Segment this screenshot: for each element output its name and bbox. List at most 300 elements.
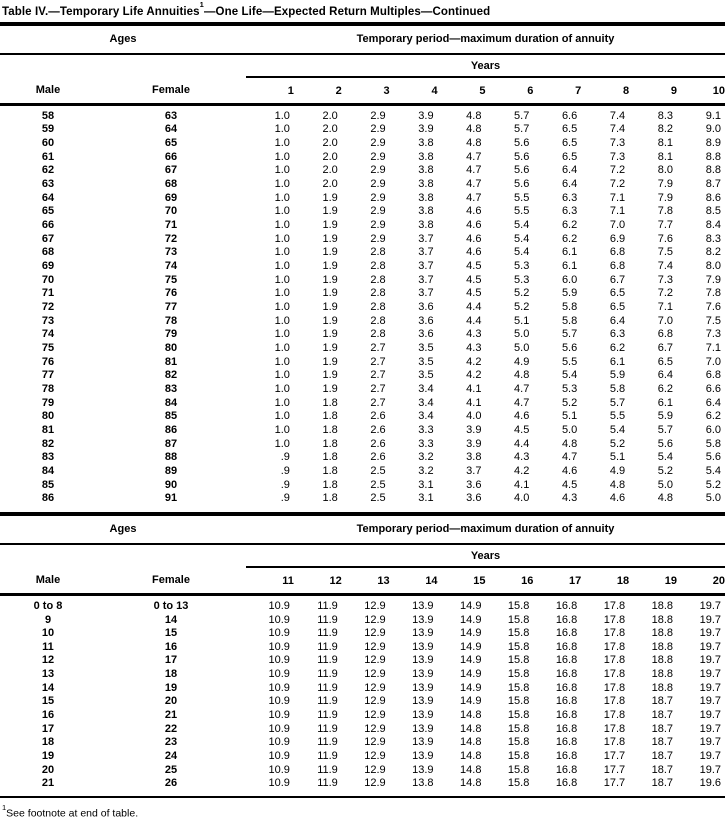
table-row: [0, 682, 725, 696]
male-age-cell: 59: [41, 123, 55, 136]
multiple-value-cell: 2.8: [370, 260, 386, 273]
multiple-value-cell: 13.9: [412, 736, 434, 749]
male-age-cell: 10: [41, 627, 55, 640]
multiple-value-cell: 18.7: [651, 777, 674, 790]
multiple-value-cell: 6.4: [705, 396, 721, 409]
multiple-value-cell: 1.8: [322, 423, 338, 436]
years-band-row: [0, 54, 725, 77]
multiple-value-cell: 11.9: [317, 654, 338, 667]
multiple-value-cell: 12.9: [364, 668, 386, 681]
male-age-cell: 68: [41, 246, 55, 259]
male-age-cell: 84: [41, 464, 55, 477]
multiple-value-cell: 13.9: [412, 654, 434, 667]
multiple-value-cell: 11.9: [317, 709, 338, 722]
male-age-cell: 83: [41, 451, 55, 464]
multiple-value-cell: 3.8: [466, 451, 482, 464]
multiple-value-cell: 2.6: [370, 423, 386, 436]
table-row: [0, 451, 725, 465]
multiple-value-cell: 5.2: [609, 437, 626, 450]
multiple-value-cell: 11.9: [317, 763, 338, 776]
multiple-value-cell: 4.8: [514, 369, 530, 382]
multiple-value-cell: 4.7: [466, 178, 482, 191]
multiple-value-cell: 2.9: [370, 150, 386, 163]
multiple-value-cell: 11.9: [317, 599, 338, 612]
multiple-value-cell: 19.7: [699, 681, 721, 694]
blank-header-cell: [0, 54, 246, 77]
multiple-value-cell: 13.9: [412, 763, 434, 776]
multiple-value-cell: 17.8: [603, 668, 626, 681]
multiple-value-cell: 2.7: [370, 341, 386, 354]
multiple-value-cell: 6.2: [657, 382, 674, 395]
table-row: [0, 274, 725, 288]
multiple-value-cell: 3.4: [418, 382, 434, 395]
multiple-value-cell: 1.9: [322, 232, 338, 245]
male-age-cell: 9: [44, 613, 52, 626]
multiple-value-cell: 1.9: [322, 355, 338, 368]
multiple-value-cell: 1.9: [322, 382, 338, 395]
multiple-value-cell: 7.9: [657, 191, 674, 204]
multiple-value-cell: 10.9: [268, 599, 290, 612]
male-age-cell: 72: [41, 301, 55, 314]
year-column-header: 19: [629, 567, 677, 595]
female-age-cell: 81: [164, 355, 178, 368]
multiple-value-cell: 2.8: [370, 287, 386, 300]
multiple-value-cell: 12.9: [364, 640, 386, 653]
female-age-cell: 0 to 13: [153, 599, 189, 612]
table-row: [0, 219, 725, 233]
male-age-cell: 78: [41, 382, 55, 395]
multiple-value-cell: 13.9: [412, 722, 434, 735]
multiple-value-cell: 11.9: [317, 681, 338, 694]
multiple-value-cell: 10.9: [268, 640, 290, 653]
multiple-value-cell: 1.0: [274, 123, 290, 136]
multiple-value-cell: 10.9: [268, 777, 290, 790]
multiple-value-cell: 5.0: [514, 328, 530, 341]
multiple-value-cell: 4.6: [514, 410, 530, 423]
multiple-value-cell: 18.7: [651, 763, 674, 776]
female-age-cell: 79: [164, 328, 178, 341]
table-row: [0, 123, 725, 137]
multiple-value-cell: 5.0: [561, 423, 578, 436]
male-age-cell: 11: [42, 640, 54, 653]
multiple-value-cell: 3.8: [418, 219, 434, 232]
female-age-cell: 90: [164, 478, 178, 491]
multiple-value-cell: 5.5: [514, 205, 530, 218]
multiple-value-cell: 12.9: [364, 777, 386, 790]
multiple-value-cell: 5.8: [561, 301, 578, 314]
temporary-period-header: Temporary period—maximum duration of annuity: [246, 516, 725, 544]
blank-header-cell: [0, 544, 246, 567]
female-age-cell: 73: [164, 246, 178, 259]
multiple-value-cell: 4.7: [466, 164, 482, 177]
multiple-value-cell: 18.8: [651, 668, 674, 681]
multiple-value-cell: 13.8: [412, 777, 434, 790]
multiple-value-cell: 7.3: [705, 328, 721, 341]
multiple-value-cell: 15.8: [507, 627, 530, 640]
female-age-cell: 91: [164, 492, 178, 505]
multiple-value-cell: 1.8: [322, 492, 338, 505]
multiple-value-cell: 10.9: [268, 627, 290, 640]
multiple-value-cell: 19.7: [699, 599, 721, 612]
multiple-value-cell: 5.8: [705, 437, 721, 450]
female-age-cell: 70: [164, 205, 178, 218]
multiple-value-cell: 1.0: [274, 382, 290, 395]
male-age-cell: 58: [41, 109, 55, 122]
multiple-value-cell: 5.5: [514, 191, 530, 204]
female-age-cell: 26: [164, 777, 178, 790]
multiple-value-cell: 14.9: [460, 599, 482, 612]
multiple-value-cell: 1.0: [274, 219, 290, 232]
multiple-value-cell: 10.9: [268, 709, 290, 722]
multiple-value-cell: 2.8: [370, 301, 386, 314]
multiple-value-cell: 6.3: [609, 328, 626, 341]
male-age-cell: 65: [41, 205, 55, 218]
table-row: [0, 695, 725, 709]
multiple-value-cell: 16.8: [555, 640, 578, 653]
multiple-value-cell: 3.7: [418, 287, 434, 300]
multiple-value-cell: 18.7: [651, 736, 674, 749]
female-age-cell: 64: [164, 123, 178, 136]
multiple-value-cell: 2.9: [370, 137, 386, 150]
table-row: [0, 764, 725, 778]
multiple-value-cell: 2.5: [370, 464, 386, 477]
multiple-value-cell: 2.8: [370, 328, 386, 341]
multiple-value-cell: 7.9: [705, 273, 721, 286]
multiple-value-cell: 2.9: [370, 164, 386, 177]
multiple-value-cell: 7.8: [705, 287, 721, 300]
female-age-cell: 15: [164, 627, 178, 640]
male-age-cell: 19: [41, 750, 55, 763]
multiple-value-cell: 14.8: [460, 736, 482, 749]
multiple-value-cell: 6.0: [561, 273, 578, 286]
female-age-cell: 68: [164, 178, 178, 191]
table-title: [0, 0, 725, 22]
multiple-value-cell: 4.2: [466, 369, 482, 382]
multiple-value-cell: 13.9: [412, 627, 434, 640]
year-column-header: 17: [533, 567, 581, 595]
male-age-cell: 69: [41, 260, 55, 273]
multiple-value-cell: 11.9: [317, 627, 338, 640]
multiple-value-cell: 5.4: [705, 464, 721, 477]
multiple-value-cell: 1.0: [274, 301, 290, 314]
multiple-value-cell: 8.5: [705, 205, 721, 218]
multiple-value-cell: 3.9: [466, 437, 482, 450]
multiple-value-cell: 4.5: [466, 273, 482, 286]
multiple-value-cell: 13.9: [412, 695, 434, 708]
multiple-value-cell: 8.3: [705, 232, 721, 245]
multiple-value-cell: 5.0: [657, 478, 674, 491]
multiple-value-cell: 8.4: [705, 219, 721, 232]
multiple-value-cell: 5.4: [561, 369, 578, 382]
multiple-value-cell: 1.0: [274, 191, 290, 204]
male-age-cell: 64: [41, 191, 55, 204]
multiple-value-cell: 17.8: [603, 654, 626, 667]
multiple-value-cell: 18.7: [651, 695, 674, 708]
multiple-value-cell: 1.9: [322, 205, 338, 218]
multiple-value-cell: 1.0: [274, 260, 290, 273]
multiple-value-cell: 7.7: [657, 219, 674, 232]
year-column-header: 18: [581, 567, 629, 595]
multiple-value-cell: 18.8: [651, 654, 674, 667]
year-column-header: 20: [677, 567, 725, 595]
multiple-value-cell: 2.0: [322, 164, 338, 177]
multiple-value-cell: 12.9: [364, 709, 386, 722]
multiple-value-cell: 5.4: [514, 246, 530, 259]
multiple-value-cell: 3.4: [418, 396, 434, 409]
multiple-value-cell: 3.8: [418, 150, 434, 163]
multiple-value-cell: 4.8: [466, 123, 482, 136]
male-column-header: Male: [0, 567, 96, 595]
male-age-cell: 79: [41, 396, 55, 409]
multiple-value-cell: 5.7: [514, 123, 530, 136]
table-row: [0, 369, 725, 383]
multiple-value-cell: 3.9: [418, 123, 434, 136]
male-age-cell: 13: [41, 668, 55, 681]
female-age-cell: 80: [164, 341, 178, 354]
male-age-cell: 76: [41, 355, 55, 368]
multiple-value-cell: 4.5: [561, 478, 578, 491]
multiple-value-cell: 15.8: [507, 750, 530, 763]
multiple-value-cell: 15.8: [507, 681, 530, 694]
multiple-value-cell: 8.7: [705, 178, 721, 191]
multiple-value-cell: 10.9: [268, 681, 290, 694]
multiple-value-cell: 7.8: [657, 205, 674, 218]
multiple-value-cell: 2.8: [370, 246, 386, 259]
multiple-value-cell: 2.0: [322, 178, 338, 191]
female-age-cell: 74: [164, 260, 178, 273]
table-row: [0, 750, 725, 764]
multiple-value-cell: 7.3: [609, 137, 626, 150]
table-body: [0, 594, 725, 791]
multiple-value-cell: 16.8: [555, 695, 578, 708]
multiple-value-cell: 7.2: [609, 178, 626, 191]
multiple-value-cell: 1.0: [274, 355, 290, 368]
multiple-value-cell: 4.8: [466, 109, 482, 122]
year-column-header: 7: [533, 77, 581, 105]
multiple-value-cell: 5.2: [514, 301, 530, 314]
multiple-value-cell: 6.1: [561, 260, 578, 273]
multiple-value-cell: 1.8: [322, 464, 338, 477]
multiple-value-cell: 4.1: [466, 396, 482, 409]
multiple-value-cell: 14.8: [460, 777, 482, 790]
multiple-value-cell: 11.9: [317, 640, 338, 653]
female-age-cell: 25: [164, 763, 178, 776]
multiple-value-cell: 10.9: [268, 695, 290, 708]
multiple-value-cell: 2.6: [370, 410, 386, 423]
multiple-value-cell: 3.5: [418, 369, 434, 382]
multiple-value-cell: 18.8: [651, 627, 674, 640]
multiple-value-cell: 17.7: [603, 777, 626, 790]
multiple-value-cell: 3.7: [418, 260, 434, 273]
table-row: [0, 260, 725, 274]
table-row: [0, 668, 725, 682]
multiple-value-cell: 4.2: [514, 464, 530, 477]
multiple-value-cell: 5.2: [514, 287, 530, 300]
multiple-value-cell: 7.2: [609, 164, 626, 177]
multiple-value-cell: 2.9: [370, 123, 386, 136]
multiple-value-cell: 4.8: [609, 478, 626, 491]
multiple-value-cell: 4.1: [466, 382, 482, 395]
multiple-value-cell: 16.8: [555, 668, 578, 681]
multiple-value-cell: 18.8: [651, 613, 674, 626]
multiple-value-cell: 19.6: [699, 777, 721, 790]
female-age-cell: 66: [164, 150, 178, 163]
multiple-value-cell: 1.0: [274, 205, 290, 218]
multiple-value-cell: 12.9: [364, 736, 386, 749]
multiple-value-cell: 4.4: [466, 314, 482, 327]
multiple-value-cell: 3.8: [418, 205, 434, 218]
multiple-value-cell: 1.0: [274, 273, 290, 286]
multiple-value-cell: 6.0: [705, 423, 721, 436]
multiple-value-cell: 4.7: [514, 396, 530, 409]
multiple-value-cell: 7.1: [609, 191, 626, 204]
multiple-value-cell: 2.5: [370, 478, 386, 491]
male-age-cell: 14: [41, 681, 55, 694]
multiple-value-cell: 18.7: [651, 750, 674, 763]
multiple-value-cell: 15.8: [507, 763, 530, 776]
male-age-cell: 61: [41, 150, 55, 163]
multiple-value-cell: 15.8: [507, 777, 530, 790]
multiple-value-cell: 15.8: [507, 599, 530, 612]
multiple-value-cell: 15.8: [507, 709, 530, 722]
multiple-value-cell: 16.8: [555, 654, 578, 667]
female-age-cell: 86: [164, 423, 178, 436]
multiple-value-cell: 17.7: [603, 750, 626, 763]
multiple-value-cell: 3.1: [418, 492, 434, 505]
multiple-value-cell: 11.9: [317, 613, 338, 626]
multiple-value-cell: 10.9: [268, 613, 290, 626]
table-row: [0, 654, 725, 668]
multiple-value-cell: 19.7: [699, 750, 721, 763]
multiple-value-cell: 7.5: [657, 246, 674, 259]
multiple-value-cell: 13.9: [412, 668, 434, 681]
multiple-value-cell: 1.8: [322, 437, 338, 450]
multiple-value-cell: 13.9: [412, 750, 434, 763]
multiple-value-cell: 11.9: [317, 736, 338, 749]
multiple-value-cell: 17.8: [603, 640, 626, 653]
female-age-cell: 87: [164, 437, 178, 450]
multiple-value-cell: 10.9: [268, 763, 290, 776]
multiple-value-cell: 5.6: [514, 178, 530, 191]
multiple-value-cell: 3.6: [466, 478, 482, 491]
multiple-value-cell: 8.1: [657, 150, 674, 163]
years-band-row: [0, 544, 725, 567]
multiple-value-cell: 6.3: [561, 191, 578, 204]
multiple-value-cell: 18.8: [651, 599, 674, 612]
multiple-value-cell: 2.9: [370, 109, 386, 122]
table-row: [0, 723, 725, 737]
multiple-value-cell: 3.6: [418, 301, 434, 314]
multiple-value-cell: 16.8: [555, 777, 578, 790]
table-row: [0, 709, 725, 723]
year-column-header: 1: [246, 77, 294, 105]
multiple-value-cell: 1.0: [274, 287, 290, 300]
year-column-header: 15: [438, 567, 486, 595]
multiple-value-cell: 4.2: [466, 355, 482, 368]
multiple-value-cell: 4.9: [609, 464, 626, 477]
multiple-value-cell: 5.1: [609, 451, 626, 464]
multiple-value-cell: 3.1: [418, 478, 434, 491]
table-row: [0, 641, 725, 655]
multiple-value-cell: 6.4: [657, 369, 674, 382]
multiple-value-cell: 3.8: [418, 164, 434, 177]
multiple-value-cell: 9.1: [705, 109, 721, 122]
year-column-header: 3: [342, 77, 390, 105]
multiple-value-cell: 19.7: [699, 695, 721, 708]
multiple-value-cell: 1.0: [274, 246, 290, 259]
multiple-value-cell: 13.9: [412, 709, 434, 722]
multiple-value-cell: 16.8: [555, 750, 578, 763]
multiple-value-cell: 2.7: [370, 369, 386, 382]
multiple-value-cell: 5.2: [705, 478, 721, 491]
male-age-cell: 73: [41, 314, 55, 327]
multiple-value-cell: 8.2: [705, 246, 721, 259]
table-row: [0, 246, 725, 260]
multiple-value-cell: 5.6: [657, 437, 674, 450]
multiple-value-cell: 10.9: [268, 736, 290, 749]
multiple-value-cell: 5.8: [609, 382, 626, 395]
multiple-value-cell: 1.8: [322, 396, 338, 409]
multiple-value-cell: 1.0: [274, 437, 290, 450]
multiple-value-cell: 8.2: [657, 123, 674, 136]
female-age-cell: 22: [164, 722, 178, 735]
multiple-value-cell: 8.9: [705, 137, 721, 150]
multiple-value-cell: 4.4: [466, 301, 482, 314]
multiple-value-cell: 6.3: [561, 205, 578, 218]
multiple-value-cell: 6.5: [561, 137, 578, 150]
table-row: [0, 164, 725, 178]
multiple-value-cell: 6.4: [609, 314, 626, 327]
multiple-value-cell: 6.6: [705, 382, 721, 395]
multiple-value-cell: 14.9: [460, 640, 482, 653]
multiple-value-cell: 6.8: [609, 246, 626, 259]
multiple-value-cell: 6.2: [609, 341, 626, 354]
female-age-cell: 67: [164, 164, 178, 177]
male-age-cell: 16: [41, 709, 55, 722]
multiple-value-cell: 11.9: [317, 750, 338, 763]
multiple-value-cell: 4.6: [466, 232, 482, 245]
multiple-value-cell: 5.6: [514, 137, 530, 150]
female-age-cell: 83: [164, 382, 178, 395]
multiple-value-cell: 4.1: [514, 478, 530, 491]
multiple-value-cell: 5.7: [561, 328, 578, 341]
multiple-value-cell: 17.8: [603, 613, 626, 626]
multiple-value-cell: 3.8: [418, 191, 434, 204]
female-age-cell: 84: [164, 396, 178, 409]
multiple-value-cell: 4.6: [466, 246, 482, 259]
multiple-value-cell: 2.7: [370, 382, 386, 395]
multiple-value-cell: 5.9: [657, 410, 674, 423]
table-row: [0, 777, 725, 791]
multiple-value-cell: 1.0: [274, 410, 290, 423]
multiple-value-cell: 19.7: [699, 736, 721, 749]
male-age-cell: 85: [41, 478, 55, 491]
male-age-cell: 62: [41, 164, 55, 177]
table-title-main: Table IV.—Temporary Life Annuities: [2, 5, 200, 18]
footnote-text: See footnote at end of table.: [6, 807, 139, 820]
multiple-value-cell: 3.8: [418, 137, 434, 150]
female-column-header: Female: [96, 567, 246, 595]
multiple-value-cell: 1.9: [322, 219, 338, 232]
multiple-value-cell: 8.0: [657, 164, 674, 177]
multiple-value-cell: 4.8: [561, 437, 578, 450]
multiple-value-cell: .9: [280, 478, 290, 491]
multiple-value-cell: .9: [280, 464, 290, 477]
multiple-value-cell: 7.6: [657, 232, 674, 245]
multiple-value-cell: 14.8: [460, 763, 482, 776]
multiple-value-cell: 14.8: [460, 722, 482, 735]
multiple-value-cell: 5.9: [609, 369, 626, 382]
